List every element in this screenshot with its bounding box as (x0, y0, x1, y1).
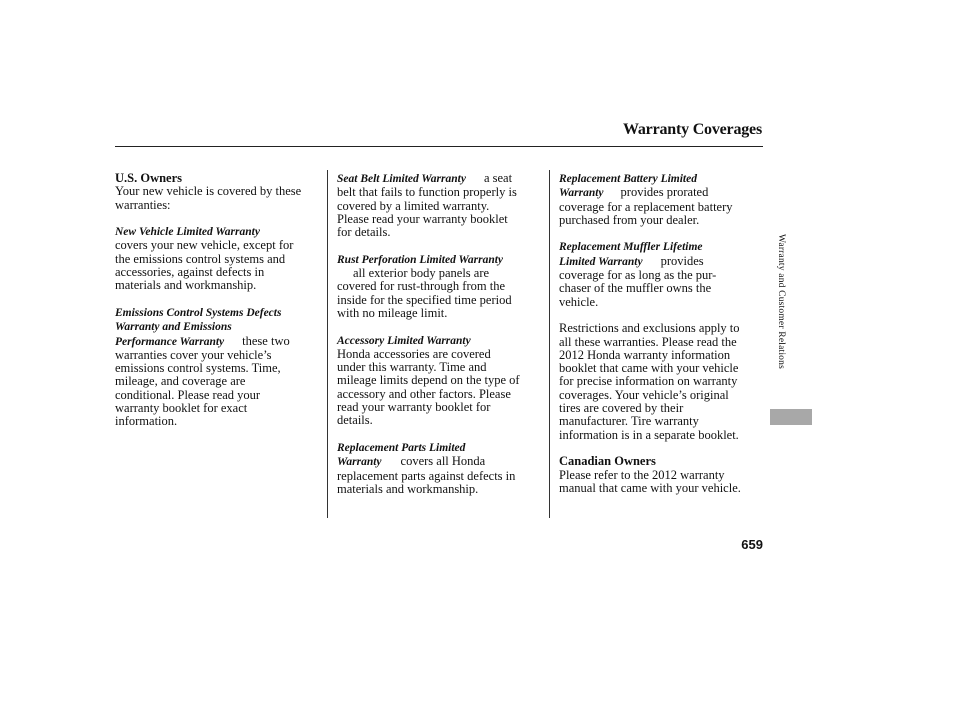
accessory-title: Accessory Limited Warranty (337, 334, 471, 347)
restrictions-body-line: booklet that came with your vehicle (559, 361, 739, 376)
column-divider-2 (549, 170, 550, 518)
restrictions-body-line: information is in a separate booklet. (559, 427, 739, 442)
canadian-body-line: manual that came with your vehicle. (559, 480, 741, 495)
parts-body-line: materials and workmanship. (337, 481, 479, 496)
emissions-title-line (115, 320, 321, 334)
restrictions-body-line: all these warranties. Please read the (559, 334, 737, 349)
muffler-title-1: Replacement Muffler Lifetime (559, 241, 703, 254)
emissions-body-line: emissions control systems. Time, (115, 361, 281, 376)
section-side-label: Warranty and Customer Relations (776, 234, 786, 369)
parts-title-2: Warranty (337, 456, 382, 469)
emissions-body-line: mileage, and coverage are (115, 374, 246, 389)
accessory-body-line: mileage limits depend on the type of (337, 373, 520, 388)
seat-belt-body-line: Please read your warranty booklet (337, 211, 508, 226)
accessory-title-line (337, 334, 543, 348)
parts-body-line: replacement parts against defects in (337, 468, 516, 483)
nvl-title-line (115, 225, 321, 239)
parts-tail: covers all Honda (400, 454, 486, 469)
battery-title-line (559, 186, 763, 200)
battery-title-2: Warranty (559, 187, 604, 200)
column-divider-1 (327, 170, 328, 518)
muffler-body-line: vehicle. (559, 294, 599, 309)
canadian-body-line: Please refer to the 2012 warranty (559, 467, 725, 482)
emissions-body-line: warranties cover your vehicle’s (115, 347, 272, 362)
column-limited-warranties (337, 172, 543, 496)
rust-body-line: with no mileage limit. (337, 305, 448, 320)
restrictions-body-line: coverages. Your vehicle’s original (559, 387, 729, 402)
muffler-tail: provides (660, 253, 704, 268)
muffler-title-line (559, 240, 763, 254)
emissions-body-line: information. (115, 414, 178, 429)
emissions-title-2: Warranty and Emissions (115, 321, 232, 334)
accessory-body-line: accessory and other factors. Please (337, 386, 511, 401)
accessory-body-line: under this warranty. Time and (337, 360, 487, 375)
restrictions-body-line: Restrictions and exclusions apply to (559, 321, 740, 336)
emissions-body-line: conditional. Please read your (115, 387, 261, 402)
restrictions-body-line: 2012 Honda warranty information (559, 347, 731, 362)
battery-tail: provides prorated (620, 185, 709, 200)
intro-line: Your new vehicle is covered by these (115, 184, 302, 199)
nvl-body-line: covers your new vehicle, except for (115, 238, 294, 253)
muffler-body-line: chaser of the muffler owns the (559, 281, 712, 296)
page-title: Warranty Coverages (622, 121, 762, 138)
emissions-title-1: Emissions Control Systems Defects (115, 306, 282, 319)
parts-title-1: Replacement Parts Limited (337, 441, 466, 454)
restrictions-body-line: tires are covered by their (559, 401, 684, 416)
seat-belt-body-line: covered by a limited warranty. (337, 198, 490, 213)
parts-title-line (337, 455, 543, 469)
canadian-owners-heading: Canadian Owners (559, 454, 656, 469)
muffler-title-line (559, 255, 763, 269)
emissions-title-3: Performance Warranty (115, 335, 225, 348)
muffler-body-line: coverage for as long as the pur- (559, 268, 717, 283)
battery-body-line: purchased from your dealer. (559, 212, 700, 227)
accessory-body-line: read your warranty booklet for (337, 400, 491, 415)
title-rule (115, 146, 763, 147)
rust-body-line: inside for the specified time period (337, 292, 512, 307)
seat-belt-title: Seat Belt Limited Warranty (337, 173, 466, 185)
rust-title: Rust Perforation Limited Warranty (337, 253, 504, 266)
muffler-title-2: Limited Warranty (559, 255, 643, 268)
emissions-tail: these two (242, 333, 290, 348)
page-number: 659 (741, 537, 763, 552)
emissions-title-line (115, 335, 321, 349)
battery-title-line (559, 172, 763, 186)
parts-title-line (337, 441, 543, 455)
section-tab-marker (770, 409, 812, 425)
battery-body-line: coverage for a replacement battery (559, 199, 733, 214)
rust-title-line (337, 253, 543, 267)
rust-body-line: all exterior body panels are (353, 266, 490, 281)
rust-body-line: covered for rust-through from the (337, 279, 505, 294)
restrictions-body-line: for precise information on warranty (559, 374, 738, 389)
accessory-body-line: Honda accessories are covered (337, 346, 491, 361)
nvl-body-line: materials and workmanship. (115, 278, 257, 293)
seat-belt-tail: a seat (483, 171, 513, 185)
intro-line: warranties: (115, 197, 171, 212)
nvl-body-line: the emissions control systems and (115, 251, 286, 266)
restrictions-body-line: manufacturer. Tire warranty (559, 414, 699, 429)
seat-belt-title-line (337, 172, 543, 186)
column-us-owners (115, 172, 321, 429)
us-owners-heading: U.S. Owners (115, 171, 183, 185)
nvl-body-line: accessories, against defects in (115, 265, 265, 280)
seat-belt-body-line: belt that fails to function properly is (337, 185, 517, 200)
emissions-title-line (115, 306, 321, 320)
emissions-body-line: warranty booklet for exact (115, 401, 248, 416)
accessory-body-line: details. (337, 413, 373, 428)
column-replacement-warranties (559, 172, 763, 495)
battery-title-1: Replacement Battery Limited (559, 173, 697, 185)
nvl-title: New Vehicle Limited Warranty (115, 226, 260, 239)
seat-belt-body-line: for details. (337, 225, 391, 240)
